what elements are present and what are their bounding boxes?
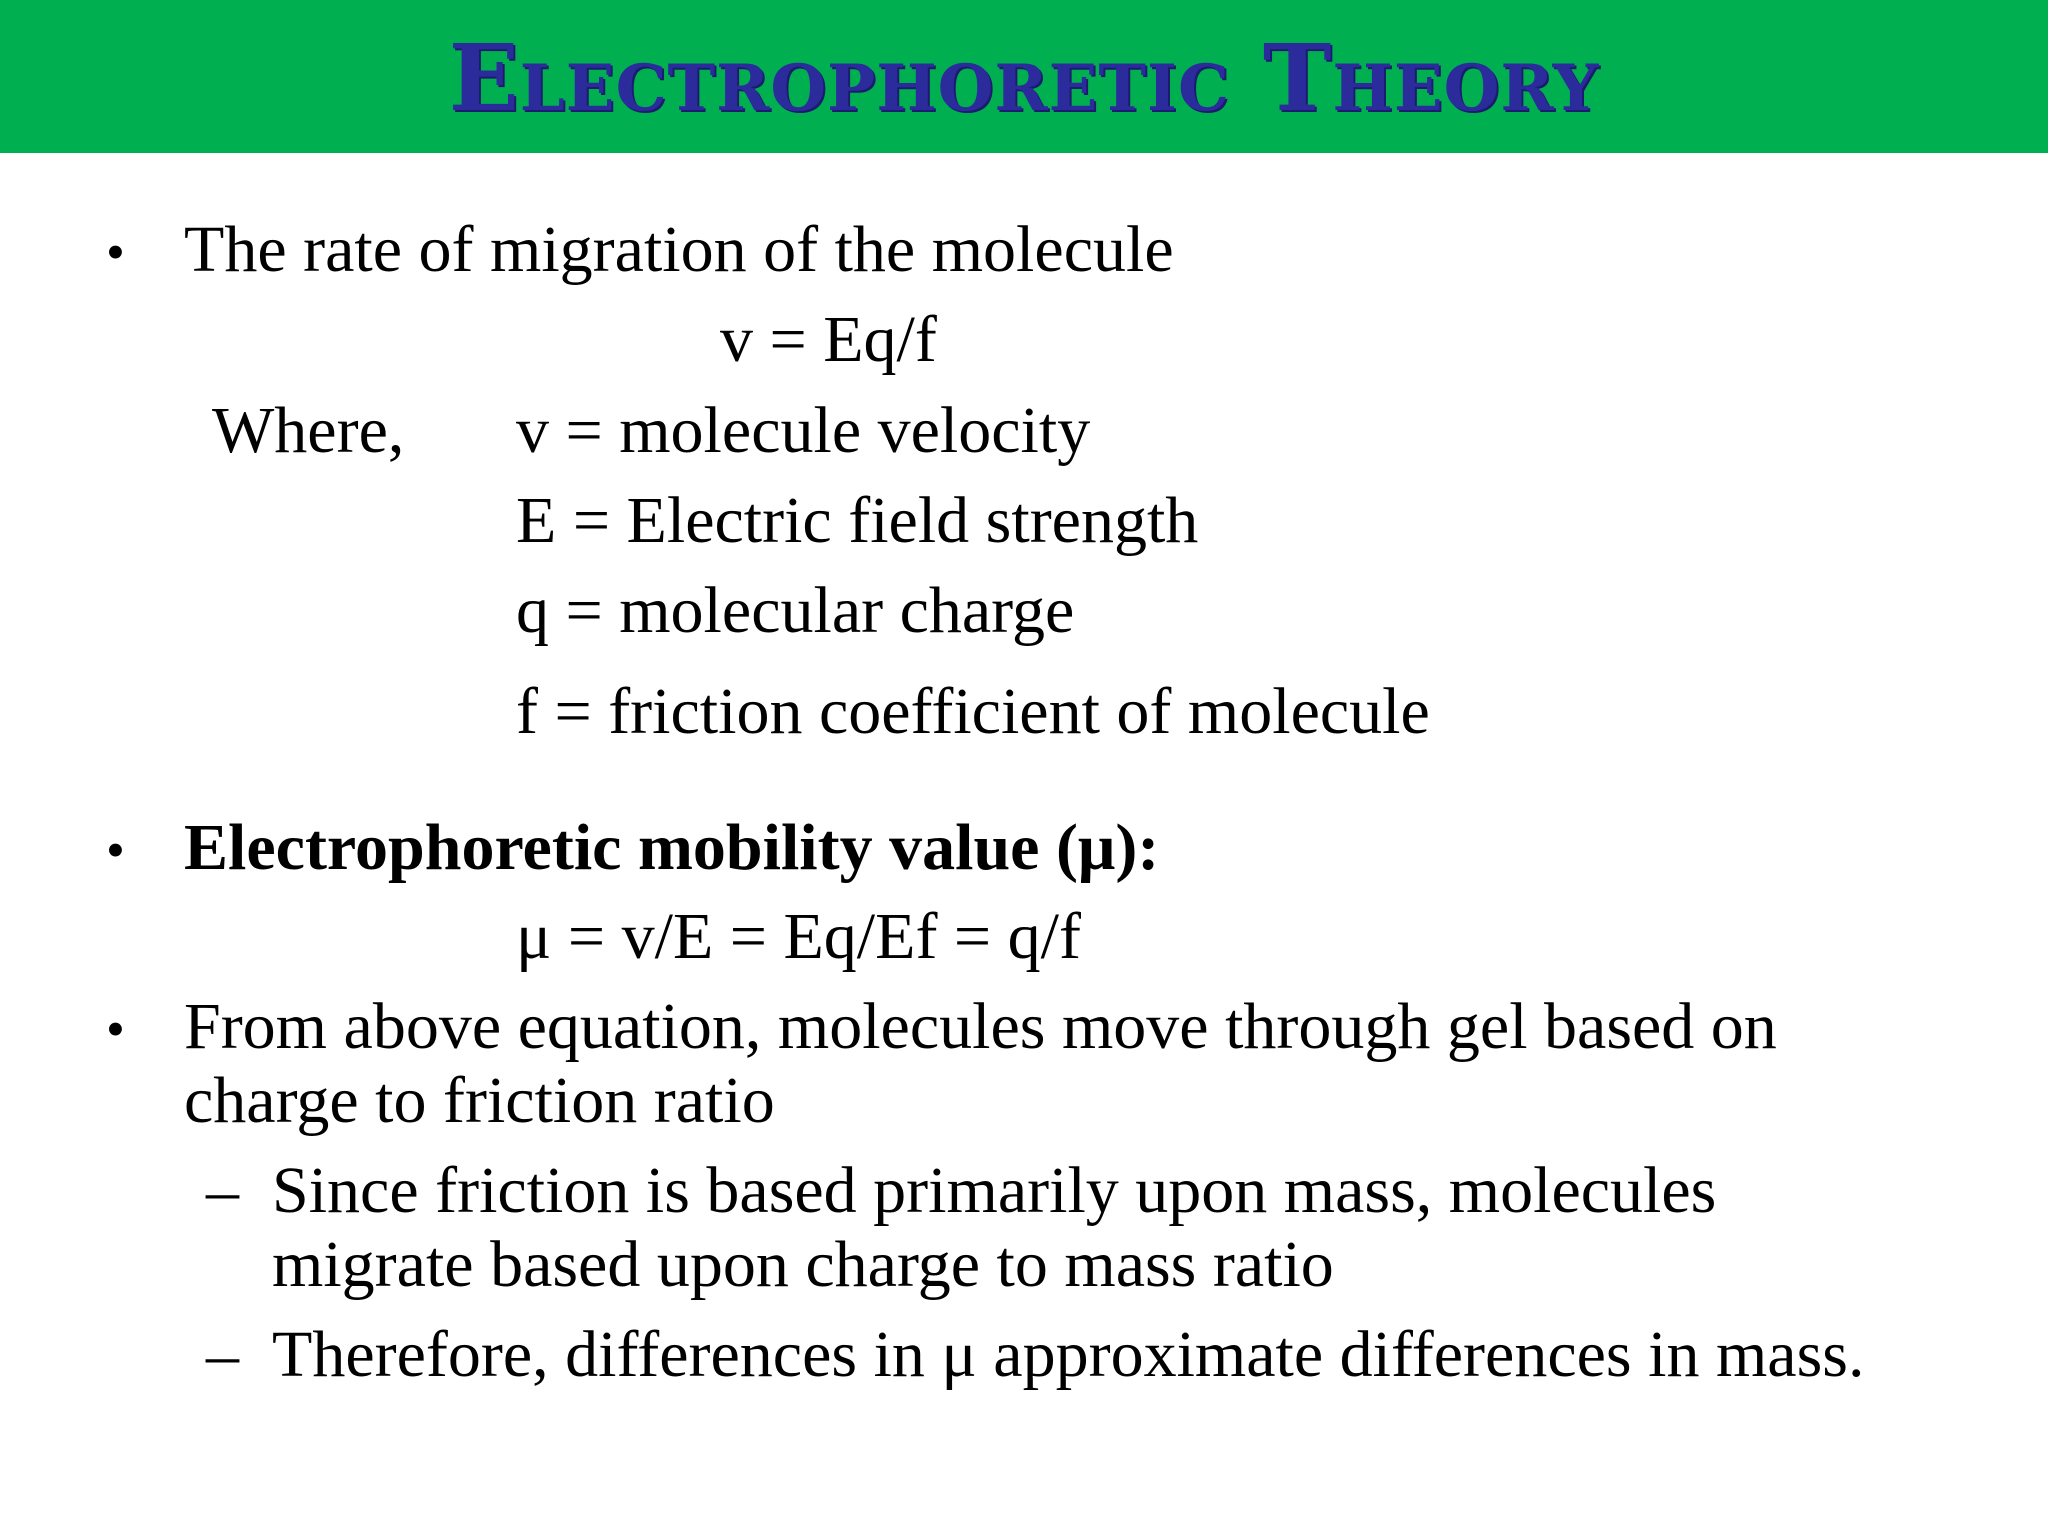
mobility-heading: Electrophoretic mobility value (μ): (184, 811, 1160, 884)
definition-f: f = friction coefficient of molecule (516, 675, 1430, 748)
bullet-3-line-2: charge to friction ratio (184, 1064, 775, 1137)
bullet-1: • (106, 222, 125, 282)
mobility-equation: μ = v/E = Eq/Ef = q/f (516, 900, 1081, 973)
bullet-1-text: The rate of migration of the molecule (184, 213, 1174, 286)
definition-v: v = molecule velocity (516, 394, 1091, 467)
sub-point-2-line-1: Therefore, differences in μ approximate differences in mass. (272, 1318, 1865, 1391)
bullet-3: • (106, 999, 125, 1059)
rate-equation: v = Eq/f (720, 303, 937, 376)
bullet-2: • (106, 820, 125, 880)
dash-1: – (206, 1154, 239, 1227)
dash-2: – (206, 1318, 239, 1391)
where-label: Where, (212, 394, 405, 467)
sub-point-1-line-2: migrate based upon charge to mass ratio (272, 1228, 1334, 1301)
bullet-3-line-1: From above equation, molecules move through gel based on (184, 990, 1777, 1063)
definition-q: q = molecular charge (516, 574, 1075, 647)
definition-e: E = Electric field strength (516, 484, 1199, 557)
sub-point-1-line-1: Since friction is based primarily upon mass, molecules (272, 1154, 1717, 1227)
slide-title: Electrophoretic Theory (448, 24, 1600, 132)
